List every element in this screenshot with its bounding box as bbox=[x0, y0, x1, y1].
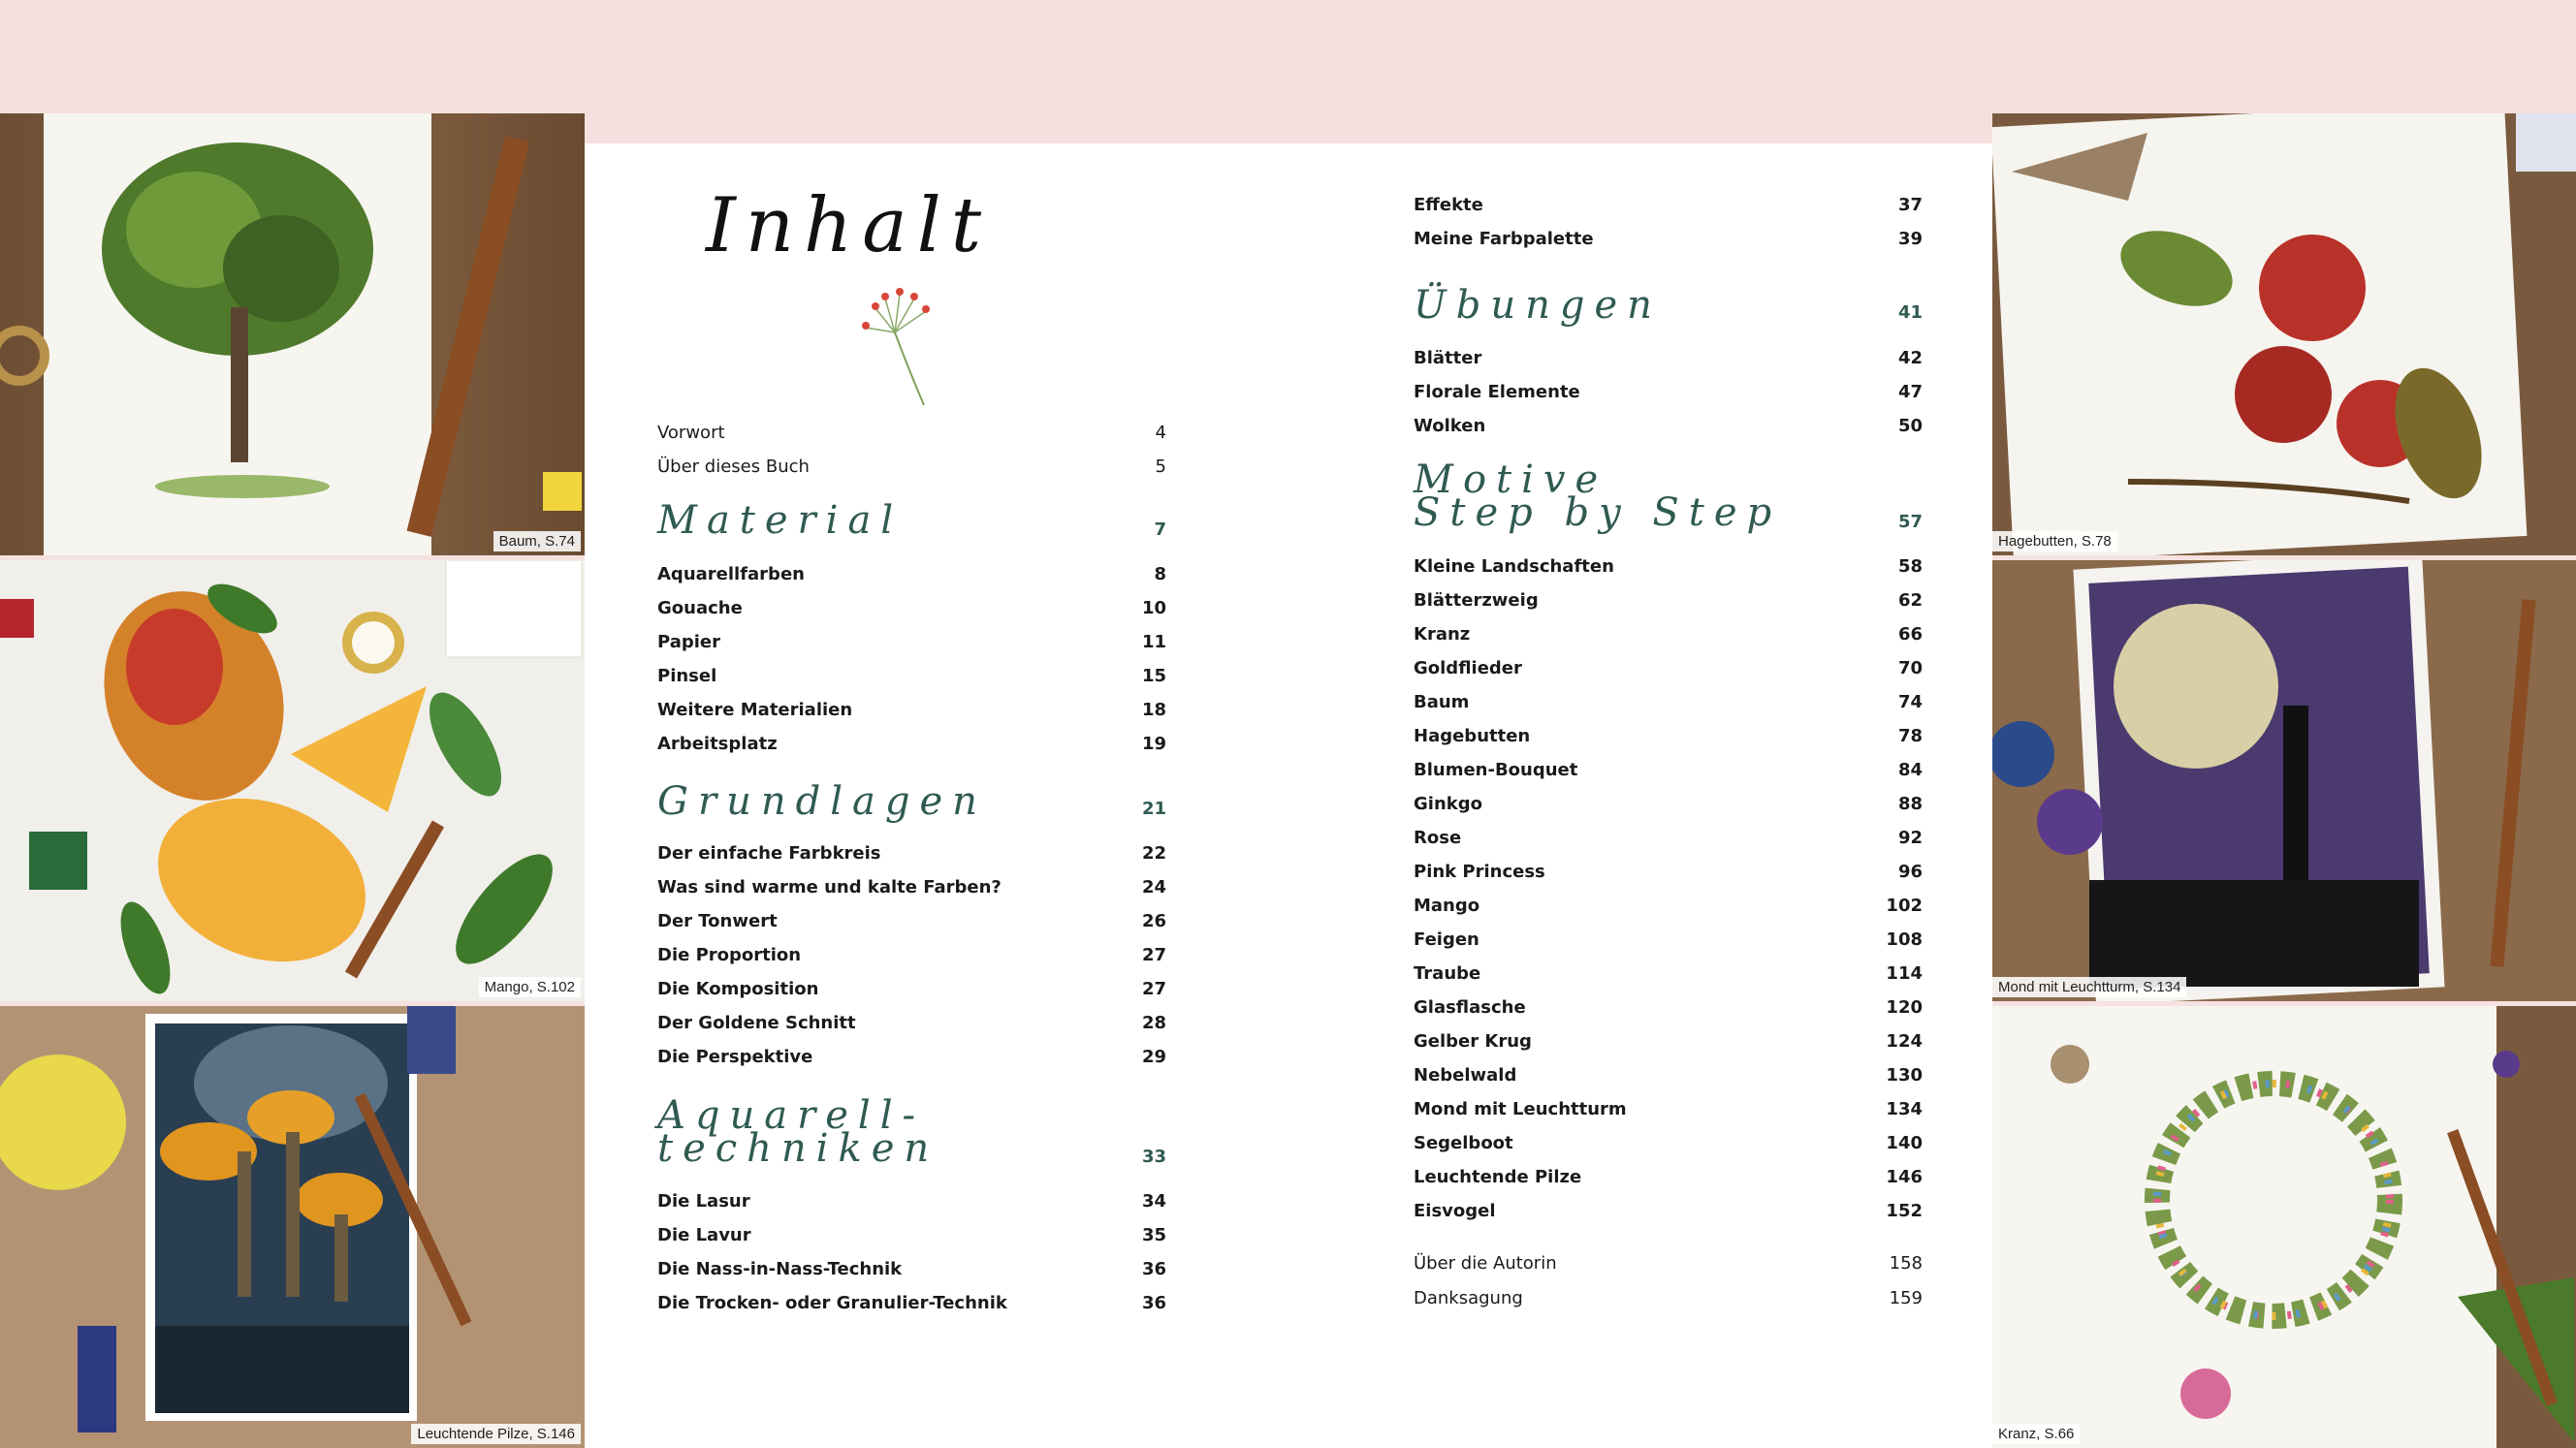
toc-entry[interactable] bbox=[1414, 416, 1923, 436]
toc-entry-label: Gelber Krug bbox=[1414, 1031, 1532, 1052]
toc-entry[interactable] bbox=[1414, 658, 1923, 678]
photo-hagebutten bbox=[1992, 113, 2576, 555]
toc-entry-page: 34 bbox=[1141, 1191, 1166, 1212]
toc-entry-label: Ginkgo bbox=[1414, 794, 1482, 814]
toc-entry-label: Weitere Materialien bbox=[657, 700, 853, 720]
toc-entry[interactable] bbox=[657, 843, 1166, 864]
toc-entry-page: 29 bbox=[1141, 1047, 1166, 1067]
toc-entry[interactable] bbox=[1414, 1253, 1923, 1274]
caption-mond: Mond mit Leuchtturm, S.134 bbox=[1992, 977, 2186, 997]
toc-entry[interactable] bbox=[1414, 794, 1923, 814]
toc-entry-label: Die Trocken- oder Granulier-Technik bbox=[657, 1293, 1007, 1313]
toc-entry[interactable] bbox=[1414, 862, 1923, 882]
toc-entry-label: Der einfache Farbkreis bbox=[657, 843, 881, 864]
toc-entry-label: Pink Princess bbox=[1414, 862, 1545, 882]
toc-entry[interactable] bbox=[657, 979, 1166, 999]
toc-entry[interactable] bbox=[657, 598, 1166, 618]
toc-entry-page: 36 bbox=[1141, 1259, 1166, 1279]
toc-entry-page: 50 bbox=[1897, 416, 1923, 436]
section-page-uebungen: 41 bbox=[1897, 302, 1923, 323]
toc-entry[interactable] bbox=[1414, 1065, 1923, 1086]
toc-entry[interactable] bbox=[657, 1259, 1166, 1279]
toc-entry-label: Effekte bbox=[1414, 195, 1483, 215]
toc-entry[interactable] bbox=[1414, 997, 1923, 1018]
section-page-techniken: 33 bbox=[1141, 1147, 1166, 1167]
photo-mond bbox=[1992, 560, 2576, 1001]
toc-entry-page: 10 bbox=[1141, 598, 1166, 618]
section-page-grundlagen: 21 bbox=[1141, 799, 1166, 819]
toc-entry-label: Feigen bbox=[1414, 929, 1479, 950]
toc-entry[interactable] bbox=[657, 877, 1166, 897]
toc-entry-page: 130 bbox=[1886, 1065, 1923, 1086]
toc-entry-page: 120 bbox=[1886, 997, 1923, 1018]
photo-baum bbox=[0, 113, 585, 555]
section-heading-techniken-1: Aquarell- bbox=[657, 1093, 925, 1138]
toc-entry[interactable] bbox=[1414, 348, 1923, 368]
toc-entry-page: 70 bbox=[1897, 658, 1923, 678]
toc-entry-label: Der Tonwert bbox=[657, 911, 778, 931]
toc-entry-page: 140 bbox=[1886, 1133, 1923, 1153]
toc-entry-label: Rose bbox=[1414, 828, 1462, 848]
toc-entry[interactable] bbox=[657, 666, 1166, 686]
toc-entry-label: Blumen-Bouquet bbox=[1414, 760, 1578, 780]
toc-entry-label: Die Nass-in-Nass-Technik bbox=[657, 1259, 903, 1279]
toc-entry-page: 42 bbox=[1897, 348, 1923, 368]
toc-entry[interactable] bbox=[1414, 726, 1923, 746]
toc-entry[interactable] bbox=[1414, 929, 1923, 950]
toc-entry[interactable] bbox=[1414, 760, 1923, 780]
toc-entry-label: Vorwort bbox=[657, 423, 725, 443]
toc-entry[interactable] bbox=[1414, 828, 1923, 848]
toc-entry-page: 11 bbox=[1141, 632, 1166, 652]
toc-entry[interactable] bbox=[657, 734, 1166, 754]
toc-entry-page: 26 bbox=[1141, 911, 1166, 931]
toc-entry-label: Wolken bbox=[1414, 416, 1486, 436]
toc-entry-page: 146 bbox=[1886, 1167, 1923, 1187]
toc-entry-label: Eisvogel bbox=[1414, 1201, 1496, 1221]
toc-entry-label: Mango bbox=[1414, 896, 1480, 916]
photo-pilze bbox=[0, 1006, 585, 1448]
toc-entry[interactable] bbox=[1414, 195, 1923, 215]
toc-entry-label: Goldflieder bbox=[1414, 658, 1522, 678]
toc-entry-page: 28 bbox=[1141, 1013, 1166, 1033]
toc-entry-page: 22 bbox=[1141, 843, 1166, 864]
toc-entry-page: 74 bbox=[1897, 692, 1923, 712]
toc-entry-label: Die Lasur bbox=[657, 1191, 750, 1212]
caption-kranz: Kranz, S.66 bbox=[1992, 1424, 2080, 1444]
toc-entry[interactable] bbox=[1414, 896, 1923, 916]
toc-entry[interactable] bbox=[1414, 590, 1923, 611]
toc-entry[interactable] bbox=[657, 1191, 1166, 1212]
section-page-motive: 57 bbox=[1897, 512, 1923, 532]
toc-entry-page: 8 bbox=[1154, 564, 1166, 584]
toc-entry-label: Pinsel bbox=[657, 666, 717, 686]
toc-entry-page: 114 bbox=[1886, 963, 1923, 984]
contents-page bbox=[585, 143, 1992, 1448]
toc-entry[interactable] bbox=[657, 700, 1166, 720]
toc-entry-label: Blätterzweig bbox=[1414, 590, 1539, 611]
toc-entry-label: Über die Autorin bbox=[1414, 1253, 1557, 1274]
toc-entry-page: 62 bbox=[1897, 590, 1923, 611]
photo-kranz bbox=[1992, 1006, 2576, 1448]
section-heading-motive-2: Step by Step bbox=[1414, 490, 1782, 535]
toc-entry-label: Der Goldene Schnitt bbox=[657, 1013, 856, 1033]
toc-entry-label: Danksagung bbox=[1414, 1288, 1523, 1308]
toc-entry-label: Hagebutten bbox=[1414, 726, 1531, 746]
caption-pilze: Leuchtende Pilze, S.146 bbox=[411, 1424, 581, 1444]
toc-entry-label: Florale Elemente bbox=[1414, 382, 1580, 402]
toc-entry-label: Traube bbox=[1414, 963, 1481, 984]
toc-entry[interactable] bbox=[657, 1013, 1166, 1033]
toc-entry-page: 124 bbox=[1886, 1031, 1923, 1052]
toc-entry-page: 102 bbox=[1886, 896, 1923, 916]
toc-entry[interactable] bbox=[657, 564, 1166, 584]
toc-entry-label: Was sind warme und kalte Farben? bbox=[657, 877, 1002, 897]
toc-entry-label: Aquarellfarben bbox=[657, 564, 805, 584]
toc-entry[interactable] bbox=[657, 945, 1166, 965]
toc-entry-page: 4 bbox=[1155, 423, 1166, 443]
toc-entry[interactable] bbox=[657, 1293, 1166, 1313]
toc-entry[interactable] bbox=[1414, 1031, 1923, 1052]
toc-entry-page: 58 bbox=[1897, 556, 1923, 577]
toc-entry-label: Leuchtende Pilze bbox=[1414, 1167, 1582, 1187]
page-title: Inhalt bbox=[706, 182, 992, 269]
toc-entry[interactable] bbox=[657, 911, 1166, 931]
toc-entry-page: 84 bbox=[1897, 760, 1923, 780]
toc-entry-label: Die Proportion bbox=[657, 945, 802, 965]
section-heading-motive-1: Motive bbox=[1414, 457, 1608, 502]
toc-entry-page: 24 bbox=[1141, 877, 1166, 897]
toc-entry-label: Die Perspektive bbox=[657, 1047, 813, 1067]
toc-entry-page: 92 bbox=[1897, 828, 1923, 848]
caption-mango: Mango, S.102 bbox=[479, 977, 581, 997]
toc-entry[interactable] bbox=[1414, 1288, 1923, 1308]
toc-entry-label: Arbeitsplatz bbox=[657, 734, 778, 754]
toc-left-column bbox=[657, 143, 1166, 1448]
toc-entry-page: 159 bbox=[1889, 1288, 1923, 1308]
toc-entry-label: Papier bbox=[657, 632, 720, 652]
toc-entry-label: Nebelwald bbox=[1414, 1065, 1517, 1086]
toc-entry[interactable] bbox=[1414, 1099, 1923, 1119]
toc-entry-page: 18 bbox=[1141, 700, 1166, 720]
toc-entry-page: 96 bbox=[1897, 862, 1923, 882]
toc-entry[interactable] bbox=[1414, 624, 1923, 645]
toc-entry-label: Baum bbox=[1414, 692, 1470, 712]
caption-baum: Baum, S.74 bbox=[493, 531, 581, 551]
toc-entry-page: 108 bbox=[1886, 929, 1923, 950]
toc-entry[interactable] bbox=[1414, 1133, 1923, 1153]
caption-hagebutten: Hagebutten, S.78 bbox=[1992, 531, 2117, 551]
toc-entry[interactable] bbox=[1414, 229, 1923, 249]
section-heading-techniken-2: techniken bbox=[657, 1126, 939, 1171]
section-page-material: 7 bbox=[1154, 519, 1166, 540]
toc-entry-label: Die Lavur bbox=[657, 1225, 751, 1245]
toc-entry-page: 152 bbox=[1886, 1201, 1923, 1221]
toc-entry-label: Die Komposition bbox=[657, 979, 819, 999]
toc-entry-label: Blätter bbox=[1414, 348, 1482, 368]
toc-entry[interactable] bbox=[1414, 556, 1923, 577]
section-heading-uebungen: Übungen bbox=[1414, 283, 1662, 328]
toc-entry-page: 19 bbox=[1141, 734, 1166, 754]
toc-entry-label: Gouache bbox=[657, 598, 743, 618]
toc-entry-label: Glasflasche bbox=[1414, 997, 1526, 1018]
toc-entry-label: Kranz bbox=[1414, 624, 1471, 645]
toc-entry[interactable] bbox=[1414, 382, 1923, 402]
toc-entry-page: 39 bbox=[1897, 229, 1923, 249]
toc-entry-page: 5 bbox=[1155, 456, 1166, 477]
toc-entry[interactable] bbox=[657, 456, 1166, 477]
toc-entry-label: Über dieses Buch bbox=[657, 456, 810, 477]
toc-entry[interactable] bbox=[1414, 963, 1923, 984]
section-heading-material: Material bbox=[657, 498, 904, 543]
section-heading-grundlagen: Grundlagen bbox=[657, 779, 987, 824]
toc-entry-page: 66 bbox=[1897, 624, 1923, 645]
toc-entry-page: 134 bbox=[1886, 1099, 1923, 1119]
toc-entry-page: 35 bbox=[1141, 1225, 1166, 1245]
toc-entry-page: 47 bbox=[1897, 382, 1923, 402]
toc-entry[interactable] bbox=[1414, 1201, 1923, 1221]
toc-entry-page: 78 bbox=[1897, 726, 1923, 746]
toc-right-column bbox=[1414, 143, 1923, 1448]
toc-entry[interactable] bbox=[657, 423, 1166, 443]
toc-entry-label: Mond mit Leuchtturm bbox=[1414, 1099, 1627, 1119]
toc-entry-page: 36 bbox=[1141, 1293, 1166, 1313]
toc-entry[interactable] bbox=[657, 1047, 1166, 1067]
toc-entry-page: 27 bbox=[1141, 945, 1166, 965]
toc-entry-label: Meine Farbpalette bbox=[1414, 229, 1594, 249]
toc-entry-label: Segelboot bbox=[1414, 1133, 1513, 1153]
toc-entry-label: Kleine Landschaften bbox=[1414, 556, 1614, 577]
toc-entry-page: 37 bbox=[1897, 195, 1923, 215]
toc-entry-page: 88 bbox=[1897, 794, 1923, 814]
toc-entry[interactable] bbox=[1414, 1167, 1923, 1187]
toc-entry-page: 27 bbox=[1141, 979, 1166, 999]
photo-mango bbox=[0, 560, 585, 1001]
toc-entry[interactable] bbox=[657, 632, 1166, 652]
toc-entry-page: 15 bbox=[1141, 666, 1166, 686]
toc-entry[interactable] bbox=[657, 1225, 1166, 1245]
toc-entry-page: 158 bbox=[1889, 1253, 1923, 1274]
toc-entry[interactable] bbox=[1414, 692, 1923, 712]
